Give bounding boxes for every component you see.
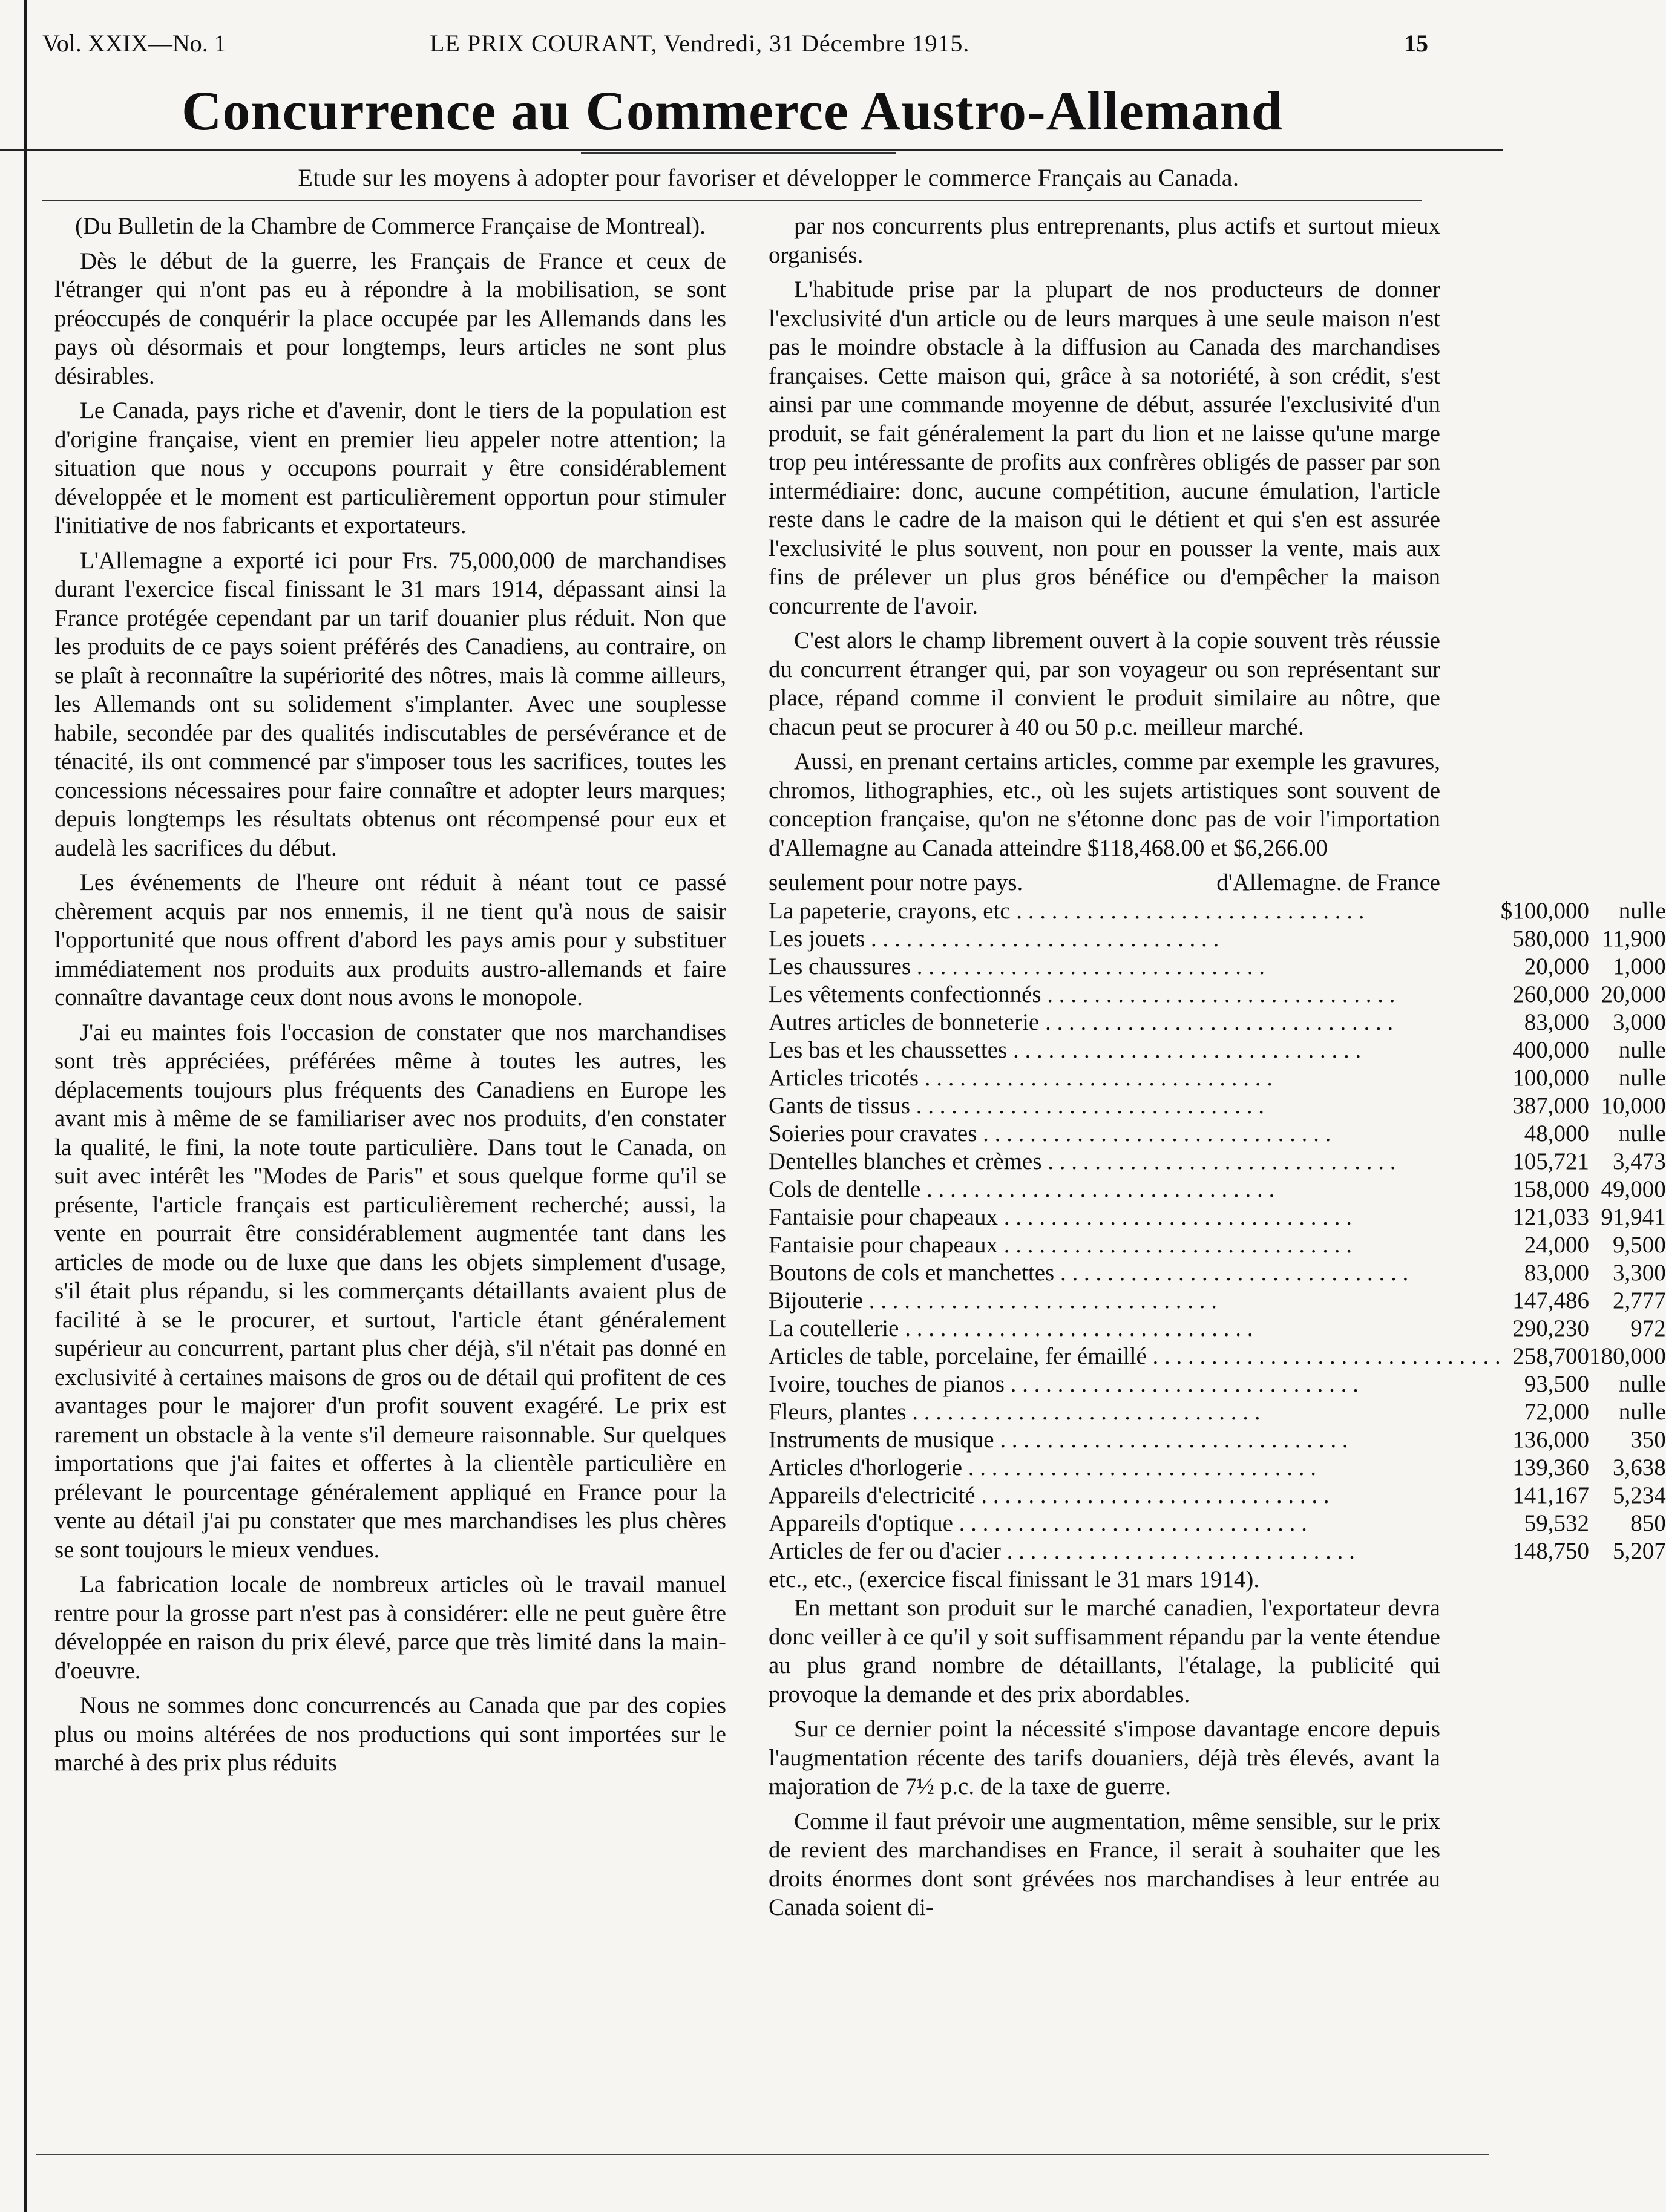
header-france: de France — [1348, 869, 1440, 895]
paragraph: Le Canada, pays riche et d'avenir, dont le tiers de la population est d'origine française, vient en premier lieu appeler notre attention; la situation que nous y occupons pourrait y être considérablement développée et le moment est particulièrement opportun pour stimuler l'initiative de nos fabricants et exportateurs. — [54, 398, 726, 538]
paragraph: La fabrication locale de nombreux articles où le travail manuel rentre pour la grosse part n'est pas à considérer: elle ne peut guère être développée en raison du prix élevé, parce que très limité dans la main-d'oeuvre. — [54, 1571, 726, 1684]
table-row — [769, 1370, 1666, 1398]
paragraph: Les événements de l'heure ont réduit à néant tout ce passé chèrement acquis par nos ennemis, il ne tient qu'à nous de saisir l'opportunité que nous offrent d'abord les pays amis pour y substituer immédiatement nos produits aux produits austro-allemands et faire connaître davantage ceux dont nous avons le monopole. — [54, 869, 726, 1010]
france-value: nulle — [1618, 1398, 1666, 1425]
france-value: 10,000 — [1601, 1092, 1666, 1119]
item-cell: La coutellerie . . . . . . . . . . . . . . . . . . . . . . . . . . . . . . — [769, 1315, 1253, 1341]
paragraph: Sur ce dernier point la nécessité s'impose davantage encore depuis l'augmentation récente des tarifs douaniers, déjà très élevés, avant la majoration de 7½ p.c. de la taxe de guerre. — [769, 1716, 1440, 1799]
item-cell: Articles de table, porcelaine, fer émaillé . . . . . . . . . . . . . . . . . . . . . . . . . . . . . . — [769, 1343, 1501, 1369]
table-footnote: etc., etc., (exercice fiscal finissant le 31 mars 1914). — [769, 1566, 1260, 1592]
germany-value: 136,000 — [1512, 1426, 1590, 1453]
germany-value: 20,000 — [1524, 953, 1590, 980]
right-paragraphs-after-table — [769, 1594, 1440, 1922]
item-cell: Instruments de musique . . . . . . . . . . . . . . . . . . . . . . . . . . . . . . — [769, 1426, 1348, 1453]
item-cell: Boutons de cols et manchettes . . . . . . . . . . . . . . . . . . . . . . . . . . . . . . — [769, 1259, 1409, 1286]
item-cell: La papeterie, crayons, etc . . . . . . . . . . . . . . . . . . . . . . . . . . . . . . — [769, 897, 1365, 924]
source-note: (Du Bulletin de la Chambre de Commerce Française de Montreal). — [75, 213, 706, 239]
germany-value: 105,721 — [1512, 1148, 1590, 1174]
table-row — [769, 1510, 1666, 1537]
item-cell: Cols de dentelle . . . . . . . . . . . . . . . . . . . . . . . . . . . . . . — [769, 1176, 1275, 1202]
item-cell: Les bas et les chaussettes . . . . . . . . . . . . . . . . . . . . . . . . . . . . . . — [769, 1036, 1362, 1063]
table-row — [769, 1009, 1666, 1036]
article-title: Concurrence au Commerce Austro-Allemand — [182, 80, 1283, 142]
item-cell: Articles tricotés . . . . . . . . . . . . . . . . . . . . . . . . . . . . . . — [769, 1064, 1273, 1091]
trade-table — [769, 897, 1666, 1565]
item-cell: Fantaisie pour chapeaux . . . . . . . . . . . . . . . . . . . . . . . . . . . . . . — [769, 1203, 1353, 1230]
france-value: nulle — [1618, 1120, 1666, 1147]
france-value: 20,000 — [1601, 981, 1666, 1007]
germany-value: 139,360 — [1512, 1454, 1590, 1481]
page-header — [42, 23, 1428, 65]
germany-value: 121,033 — [1512, 1203, 1590, 1230]
left-column — [54, 212, 726, 1784]
item-cell: Fleurs, plantes . . . . . . . . . . . . . . . . . . . . . . . . . . . . . . — [769, 1398, 1261, 1425]
france-value: 3,300 — [1613, 1259, 1666, 1286]
item-cell: Les chaussures . . . . . . . . . . . . . . . . . . . . . . . . . . . . . . — [769, 953, 1265, 980]
volume-label: Vol. XXIX—No. 1 — [42, 30, 226, 57]
table-row — [769, 1203, 1666, 1231]
france-value: 91,941 — [1601, 1203, 1666, 1230]
germany-value: 72,000 — [1524, 1398, 1590, 1425]
table-row — [769, 1537, 1666, 1565]
table-row — [769, 925, 1666, 953]
germany-value: 158,000 — [1512, 1176, 1590, 1202]
table-row — [769, 1315, 1666, 1343]
right-paragraphs-before-table — [769, 212, 1440, 862]
france-value: 5,234 — [1613, 1482, 1666, 1508]
table-row — [769, 981, 1666, 1009]
table-row — [769, 1120, 1666, 1148]
table-row — [769, 1176, 1666, 1203]
france-value: 49,000 — [1601, 1176, 1666, 1202]
germany-value: 48,000 — [1524, 1120, 1590, 1147]
france-value: 3,473 — [1613, 1148, 1666, 1174]
paragraph: par nos concurrents plus entreprenants, plus actifs et surtout mieux organisés. — [769, 213, 1440, 268]
table-row — [769, 897, 1666, 925]
france-value: 3,638 — [1613, 1454, 1666, 1481]
item-cell: Soieries pour cravates . . . . . . . . . . . . . . . . . . . . . . . . . . . . . . — [769, 1120, 1331, 1147]
table-row — [769, 1148, 1666, 1176]
germany-value: 258,700 — [1512, 1343, 1590, 1369]
item-cell: Dentelles blanches et crèmes . . . . . . . . . . . . . . . . . . . . . . . . . . . . . . — [769, 1148, 1396, 1174]
item-cell: Appareils d'electricité . . . . . . . . . . . . . . . . . . . . . . . . . . . . . . — [769, 1482, 1330, 1508]
paragraph: Nous ne sommes donc concurrencés au Canada que par des copies plus ou moins altérées de nos productions qui sont importées sur le marché à des prix plus réduits — [54, 1692, 726, 1776]
germany-value: 387,000 — [1512, 1092, 1590, 1119]
france-value: nulle — [1618, 1036, 1666, 1063]
item-cell: Les jouets . . . . . . . . . . . . . . . . . . . . . . . . . . . . . . — [769, 925, 1219, 952]
germany-value: 141,167 — [1512, 1482, 1590, 1508]
germany-value: 148,750 — [1512, 1537, 1590, 1564]
table-intro: seulement pour notre pays. — [769, 869, 1023, 895]
table-row — [769, 1259, 1666, 1287]
germany-value: 400,000 — [1512, 1036, 1590, 1063]
paragraph: Aussi, en prenant certains articles, comme par exemple les gravures, chromos, lithographies, etc., où les sujets artistiques sont souvent de conception française, qu'on ne s'étonne donc pas de voir l'importation d'Allemagne au Canada atteindre $118,468.00 et $6,266.00 — [769, 748, 1440, 861]
item-cell: Fantaisie pour chapeaux . . . . . . . . . . . . . . . . . . . . . . . . . . . . . . — [769, 1231, 1353, 1258]
table-row — [769, 1092, 1666, 1120]
table-row — [769, 1343, 1666, 1370]
footer-rule — [36, 2154, 1489, 2155]
germany-value: 100,000 — [1512, 1064, 1590, 1091]
germany-value: 580,000 — [1512, 925, 1590, 952]
item-cell: Gants de tissus . . . . . . . . . . . . . . . . . . . . . . . . . . . . . . — [769, 1092, 1264, 1119]
item-cell: Ivoire, touches de pianos . . . . . . . . . . . . . . . . . . . . . . . . . . . . . . — [769, 1370, 1359, 1397]
france-value: 850 — [1630, 1510, 1666, 1536]
page-edge-rule — [24, 0, 27, 2212]
france-value: 3,000 — [1613, 1009, 1666, 1035]
france-value: 180,000 — [1589, 1343, 1666, 1369]
right-column — [769, 212, 1666, 1928]
paragraph: L'habitude prise par la plupart de nos producteurs de donner l'exclusivité d'un article ou de leurs marques à une seule maison n'est pas le moindre obstacle à la diffusion au Canada des marchandises françaises. Cette maison qui, grâce à sa notoriété, à son crédit, s'est ainsi par une commande moyenne de début, assurée l'exclusivité d'un produit, se fait généralement la part du lion et ne laisse qu'une marge trop peu intéressante de profits aux confrères obligés de passer par son intermédiaire: donc, aucune compétition, aucune émulation, l'article reste dans le cadre de la maison qui le détient et qui s'en est assurée l'exclusivité le plus souvent, non pour en pousser la vente, mais aux fins de prélever un plus gros bénéfice ou d'empêcher la maison concurrente de l'avoir. — [769, 276, 1440, 619]
item-cell: Autres articles de bonneterie . . . . . . . . . . . . . . . . . . . . . . . . . . . . . . — [769, 1009, 1394, 1035]
article-subtitle: Etude sur les moyens à adopter pour favoriser et développer le commerce Français au Canada. — [298, 164, 1239, 191]
table-row — [769, 953, 1666, 981]
france-value: nulle — [1618, 897, 1666, 924]
title-underline — [581, 152, 896, 154]
table-row — [769, 1287, 1666, 1315]
germany-value: 147,486 — [1512, 1287, 1590, 1314]
publication-line: LE PRIX COURANT, Vendredi, 31 Décembre 1915. — [430, 30, 970, 57]
paragraph: C'est alors le champ librement ouvert à la copie souvent très réussie du concurrent étranger qui, par son voyageur ou son représentant sur place, répand comme il convient le produit similaire au nôtre, que chacun peut se procurer à 40 ou 50 p.c. meilleur marché. — [769, 627, 1440, 740]
france-value: 1,000 — [1613, 953, 1666, 980]
item-cell: Articles de fer ou d'acier . . . . . . . . . . . . . . . . . . . . . . . . . . . . . . — [769, 1537, 1355, 1564]
item-cell: Les vêtements confectionnés . . . . . . . . . . . . . . . . . . . . . . . . . . . . . . — [769, 981, 1395, 1007]
france-value: 11,900 — [1601, 925, 1666, 952]
trade-table-header — [769, 868, 1440, 897]
germany-value: 59,532 — [1524, 1510, 1590, 1536]
page-number: 15 — [1404, 30, 1428, 57]
germany-value: 260,000 — [1512, 981, 1590, 1007]
table-row — [769, 1064, 1666, 1092]
germany-value: 93,500 — [1524, 1370, 1590, 1397]
paragraph: En mettant son produit sur le marché canadien, l'exportateur devra donc veiller à ce qu'il y soit suffisamment répandu par la vente étendue au plus grand nombre de détaillants, l'étalage, la publicité qui provoque la demande et des prix abordables. — [769, 1595, 1440, 1707]
germany-value: 290,230 — [1512, 1315, 1590, 1341]
table-row — [769, 1036, 1666, 1064]
item-cell: Articles d'horlogerie . . . . . . . . . . . . . . . . . . . . . . . . . . . . . . — [769, 1454, 1316, 1481]
header-germany: d'Allemagne. — [1216, 869, 1342, 895]
france-value: 972 — [1630, 1315, 1666, 1341]
paragraph: Comme il faut prévoir une augmentation, même sensible, sur le prix de revient des marchandises en France, il serait à souhaiter que les droits énormes dont sont grévées nos marchandises à leur entrée au Canada soient di- — [769, 1808, 1440, 1920]
left-paragraphs — [54, 247, 726, 1778]
table-row — [769, 1454, 1666, 1482]
germany-value: 24,000 — [1524, 1231, 1590, 1258]
france-value: nulle — [1618, 1370, 1666, 1397]
paragraph: Dès le début de la guerre, les Français de France et ceux de l'étranger qui n'ont pas eu à répondre à la mobilisation, se sont préoccupés de conquérir la place occupée par les Allemands dans les pays où désormais et pour longtemps, leurs articles ne sont plus désirables. — [54, 247, 726, 389]
germany-value: $100,000 — [1500, 897, 1590, 924]
item-cell: Bijouterie . . . . . . . . . . . . . . . . . . . . . . . . . . . . . . — [769, 1287, 1217, 1314]
table-row — [769, 1398, 1666, 1426]
france-value: 9,500 — [1613, 1231, 1666, 1258]
item-cell: Appareils d'optique . . . . . . . . . . . . . . . . . . . . . . . . . . . . . . — [769, 1510, 1307, 1536]
subtitle-rule — [42, 200, 1422, 201]
title-rule — [0, 149, 1503, 151]
table-row — [769, 1426, 1666, 1454]
france-value: nulle — [1618, 1064, 1666, 1091]
germany-value: 83,000 — [1524, 1009, 1590, 1035]
france-value: 350 — [1630, 1426, 1666, 1453]
france-value: 2,777 — [1613, 1287, 1666, 1314]
table-row — [769, 1231, 1666, 1259]
paragraph: L'Allemagne a exporté ici pour Frs. 75,000,000 de marchandises durant l'exercice fiscal finissant le 31 mars 1914, dépassant ainsi la France protégée cependant par un tarif douanier plus réduit. Non que les produits de ce pays soient préférés des Canadiens, au contraire, on se plaît à reconnaître la supériorité des nôtres, mais là comme ailleurs, les Allemands ont su solidement s'implanter. Avec une souplesse habile, secondée par des qualités indiscutables de persévérance et de ténacité, ils ont commencé par s'imposer tous les sacrifices, toutes les concessions nécessaires pour faire connaître et adopter leurs marques; depuis longtemps les résultats obtenus ont récompensé pour eux et audelà les sacrifices du début. — [54, 547, 726, 861]
table-row — [769, 1482, 1666, 1510]
paragraph: J'ai eu maintes fois l'occasion de constater que nos marchandises sont très appréciées, préférées même à toutes les autres, les déplacements toujours plus fréquents des Canadiens en Europe les avant mis à même de se familiariser avec nos produits, d'en constater la qualité, le fini, la note toute particulière. Dans tout le Canada, on suit avec intérêt les "Modes de Paris" et sous quelque forme qu'il se présente, l'article français est particulièrement recherché; aussi, la vente en pourrait être considérablement augmentée tant dans les articles de mode ou de luxe que dans les objets simplement d'usage, s'il était plus répandu, si les commerçants détaillants avaient plus de facilité à se le procurer, et surtout, l'article étant généralement supérieur au concurrent, partant plus cher déjà, s'il n'était pas donné en exclusivité à certaines maisons de gros ou de détail qui profitent de ces avantages pour le majorer d'un profit souvent exagéré. Le prix est rarement un obstacle à la vente s'il demeure raisonnable. Sur quelques importations que j'ai faites et offertes à la clientèle particulière en prélevant le pourcentage généralement appliqué en France pour la vente au détail j'ai pu constater que mes marchandises les plus chères se sont toujours le mieux vendues. — [54, 1019, 726, 1563]
germany-value: 83,000 — [1524, 1259, 1590, 1286]
france-value: 5,207 — [1613, 1537, 1666, 1564]
